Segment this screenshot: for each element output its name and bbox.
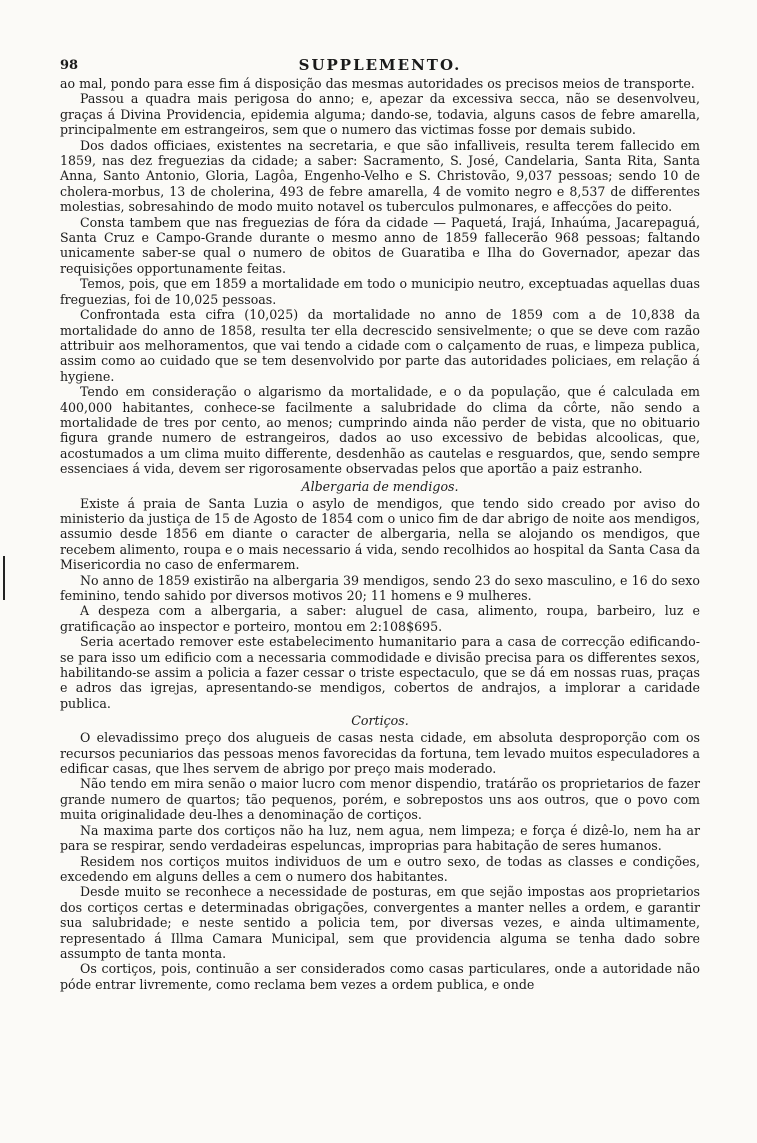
paragraph: Os cortiços, pois, continuão a ser considerados como casas particulares, onde a autoridade não póde entrar livremente, como reclama bem vezes a ordem publica, e onde [60, 961, 700, 992]
paragraph: Desde muito se reconhece a necessidade de posturas, em que sejão impostas aos proprietarios dos cortiços certas e determinadas obrigações, convergentes a manter nelles a ordem, e garantir sua salubridade; e neste sentido a policia tem, por diversas vezes, e ainda ultimamente, representado á Illma Camara Municipal, sem que providencia alguma se tenha dado sobre assumpto de tanta monta. [60, 884, 700, 961]
paragraph: Passou a quadra mais perigosa do anno; e, apezar da excessiva secca, não se desenvolveu, graças á Divina Providencia, epidemia alguma; dando-se, todavia, alguns casos de febre amarella, principalmente em estrangeiros, sem que o numero das victimas fosse por demais subido. [60, 91, 700, 138]
page-number: 98 [60, 58, 79, 73]
paragraph: Tendo em consideração o algarismo da mortalidade, e o da população, que é calculada em 400,000 habitantes, conhece-se facilmente a salubridade do clima da côrte, não sendo a mortalidade de tres por cento, ao menos; cumprindo ainda não perder de vista, que no obituario figura grande numero de estrangeiros, dados ao uso excessivo de bebidas alcoolicas, que, acostumados a um clima muito differente, desdenhão as cautelas e resguardos, que, sendo sempre essenciaes á vida, devem ser rigorosamente observadas pelos que aportão a paiz estranho. [60, 384, 700, 477]
paragraph: Confrontada esta cifra (10,025) da mortalidade no anno de 1859 com a de 10,838 da mortalidade do anno de 1858, resulta ter ella decrescido sensivelmente; o que se deve com razão attribuir aos melhoramentos, que vai tendo a cidade com o calçamento de ruas, e limpeza publica, assim como ao cuidado que se tem desenvolvido por parte das autoridades policiaes, em relação á hygiene. [60, 307, 700, 384]
paragraph: Temos, pois, que em 1859 a mortalidade em todo o municipio neutro, exceptuadas aquellas duas freguezias, foi de 10,025 pessoas. [60, 276, 700, 307]
section-heading-corticos: Cortiços. [351, 713, 409, 729]
margin-bracket-mark [3, 556, 5, 600]
paragraph: No anno de 1859 existirão na albergaria 39 mendigos, sendo 23 do sexo masculino, e 16 do sexo feminino, tendo sahido por diversos motivos 20; 11 homens e 9 mulheres. [60, 572, 700, 603]
running-head [60, 58, 700, 78]
paragraph: A despeza com a albergaria, a saber: aluguel de casa, alimento, roupa, barbeiro, luz e gratificação ao inspector e porteiro, montou em 2:108$695. [60, 603, 700, 634]
paragraph: O elevadissimo preço dos alugueis de casas nesta cidade, em absoluta desproporção com os recursos pecuniarios das pessoas menos favorecidas da fortuna, tem levado muitos especuladores a edificar casas, que lhes servem de abrigo por preço mais moderado. [60, 730, 700, 777]
paragraph: Dos dados officiaes, existentes na secretaria, e que são infalliveis, resulta terem fallecido em 1859, nas dez freguezias da cidade; a saber: Sacramento, S. José, Candelaria, Santa Rita, Santa Anna, Santo Antonio, Gloria, Lagôa, Engenho-Velho e S. Christovão, 9,037 pessoas; sendo 10 de cholera-morbus, 13 de cholerina, 493 de febre amarella, 4 de vomito negro e 8,537 de differentes molestias, sobresahindo de modo muito notavel os tuberculos pulmonares, e affecções do peito. [60, 137, 700, 215]
paragraph: Na maxima parte dos cortiços não ha luz, nem agua, nem limpeza; e força é dizê-lo, nem ha ar para se respirar, sendo verdadeiras espeluncas, improprias para habitação de seres humanos. [60, 822, 700, 854]
paragraph: ao mal, pondo para esse fim á disposição das mesmas autoridades os precisos meios de transporte. [60, 76, 695, 91]
paragraph: Não tendo em mira senão o maior lucro com menor dispendio, tratárão os proprietarios de fazer grande numero de quartos; tão pequenos, porém, e sobrepostos uns aos outros, que o povo com muita originalidade deu-lhes a denominação de cortiços. [60, 776, 700, 823]
paragraph: Residem nos cortiços muitos individuos de um e outro sexo, de todas as classes e condições, excedendo em alguns delles a cem o numero dos habitantes. [60, 853, 700, 884]
paragraph: Existe á praia de Santa Luzia o asylo de mendigos, que tendo sido creado por aviso do ministerio da justiça de 15 de Agosto de 1854 com o unico fim de dar abrigo de noite aos mendigos, assumio desde 1856 em diante o caracter de albergaria, nella se alojando os mendigos, que recebem alimento, roupa e o mais necessario á vida, sendo recolhidos ao hospital da Santa Casa da Misericordia no caso de enfermarem. [60, 495, 700, 573]
running-title: SUPPLEMENTO. [298, 56, 462, 74]
paragraph: Seria acertado remover este estabelecimento humanitario para a casa de correcção edificando-se para isso um edificio com a necessaria commodidade e divisão precisa para os differentes sexos, habilitando-se assim a policia a fazer cessar o triste espectaculo, que se dá em nossas ruas, praças e adros das igrejas, apresentando-se mendigos, cobertos de andrajos, a implorar a caridade publica. [60, 634, 700, 711]
paragraph: Consta tambem que nas freguezias de fóra da cidade — Paquetá, Irajá, Inhaúma, Jacarepaguá, Santa Cruz e Campo-Grande durante o mesmo anno de 1859 fallecerão 968 pessoas; faltando unicamente saber-se qual o numero de obitos de Guaratiba e Ilha do Governador, apezar das requisições opportunamente feitas. [60, 214, 700, 276]
body-text [60, 76, 700, 992]
section-heading-albergaria: Albergaria de mendigos. [301, 478, 459, 494]
